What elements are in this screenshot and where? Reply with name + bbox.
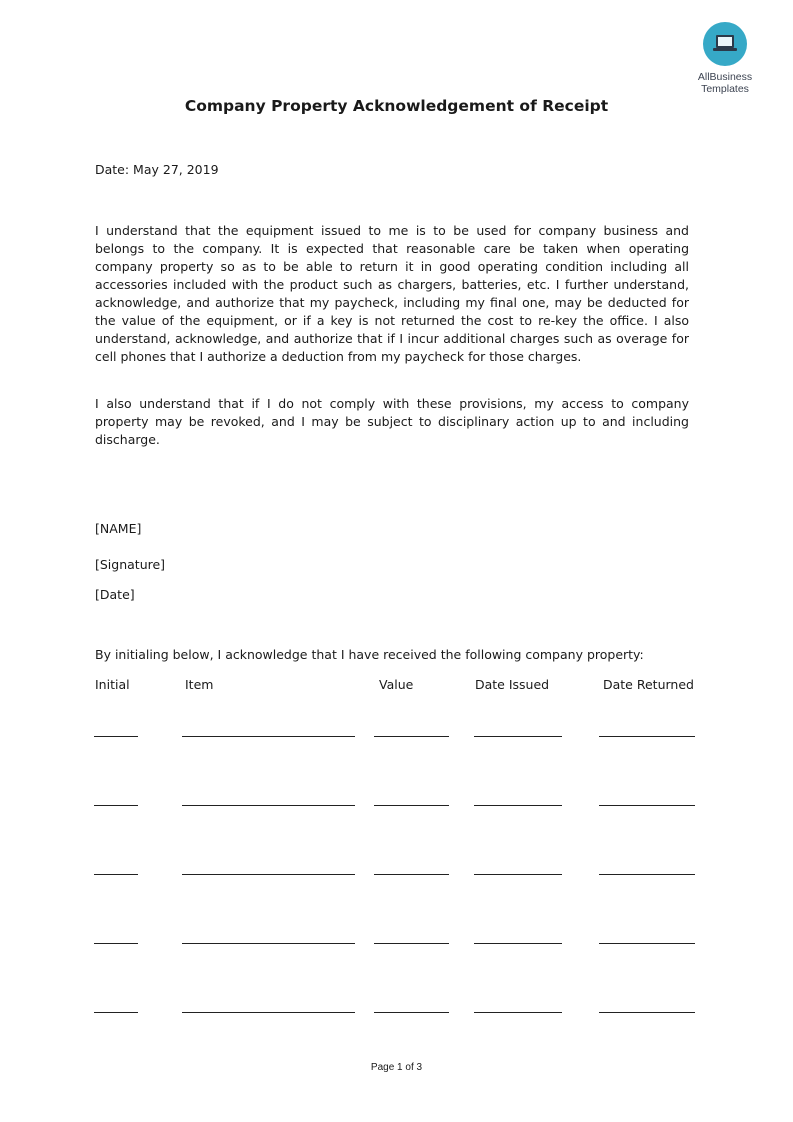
date-issued-blank[interactable] (474, 736, 562, 737)
column-header-value: Value (379, 677, 414, 692)
logo-text-line1: AllBusiness (697, 71, 753, 83)
value-blank[interactable] (374, 874, 449, 875)
document-date: Date: May 27, 2019 (95, 162, 219, 177)
logo-text (692, 71, 758, 95)
brand-logo (692, 22, 758, 95)
date-issued-blank[interactable] (474, 874, 562, 875)
table-row (0, 736, 793, 738)
column-header-date-returned: Date Returned (603, 677, 694, 692)
value-blank[interactable] (374, 1012, 449, 1013)
logo-circle (703, 22, 747, 66)
table-intro: By initialing below, I acknowledge that I have received the following company property: (95, 647, 644, 662)
column-header-initial: Initial (95, 677, 130, 692)
value-blank[interactable] (374, 736, 449, 737)
date-returned-blank[interactable] (599, 1012, 695, 1013)
column-header-item: Item (185, 677, 214, 692)
logo-text-line2: Templates (701, 83, 749, 95)
date-issued-blank[interactable] (474, 805, 562, 806)
laptop-icon (703, 22, 747, 66)
date-issued-blank[interactable] (474, 943, 562, 944)
table-row (0, 805, 793, 807)
table-row (0, 1012, 793, 1014)
table-row (0, 943, 793, 945)
column-header-date-issued: Date Issued (475, 677, 550, 692)
date-returned-blank[interactable] (599, 805, 695, 806)
initial-blank[interactable] (94, 943, 138, 944)
item-blank[interactable] (182, 1012, 355, 1013)
date-issued-blank[interactable] (474, 1012, 562, 1013)
table-row (0, 874, 793, 876)
item-blank[interactable] (182, 943, 355, 944)
item-blank[interactable] (182, 874, 355, 875)
date-returned-blank[interactable] (599, 943, 695, 944)
document-title: Company Property Acknowledgement of Receipt (184, 97, 609, 115)
paragraph-compliance: I also understand that if I do not comply with these provisions, my access to company property may be revoked, and I may be subject to disciplinary action up to and including discharge. (95, 396, 689, 447)
value-blank[interactable] (374, 943, 449, 944)
name-field: [NAME] (95, 521, 142, 536)
initial-blank[interactable] (94, 805, 138, 806)
initial-blank[interactable] (94, 736, 138, 737)
date-returned-blank[interactable] (599, 736, 695, 737)
value-blank[interactable] (374, 805, 449, 806)
item-blank[interactable] (182, 805, 355, 806)
signature-field: [Signature] (95, 557, 166, 572)
date-returned-blank[interactable] (599, 874, 695, 875)
initial-blank[interactable] (94, 874, 138, 875)
item-blank[interactable] (182, 736, 355, 737)
page-number: Page 1 of 3 (370, 1062, 423, 1073)
date-field: [Date] (95, 587, 135, 602)
initial-blank[interactable] (94, 1012, 138, 1013)
paragraph-equipment-terms: I understand that the equipment issued to me is to be used for company business and belongs to the company. It is expected that reasonable care be taken when operating company property so as to be able to return it in good operating condition including all accessories included with the product such as chargers, batteries, etc. I further understand, acknowledge, and authorize that my paycheck, including my final one, may be deducted for the value of the equipment, or if a key is not returned the cost to re-key the office. I also understand, acknowledge, and authorize that if I incur additional charges such as overage for cell phones that I authorize a deduction from my paycheck for those charges. (95, 223, 689, 364)
